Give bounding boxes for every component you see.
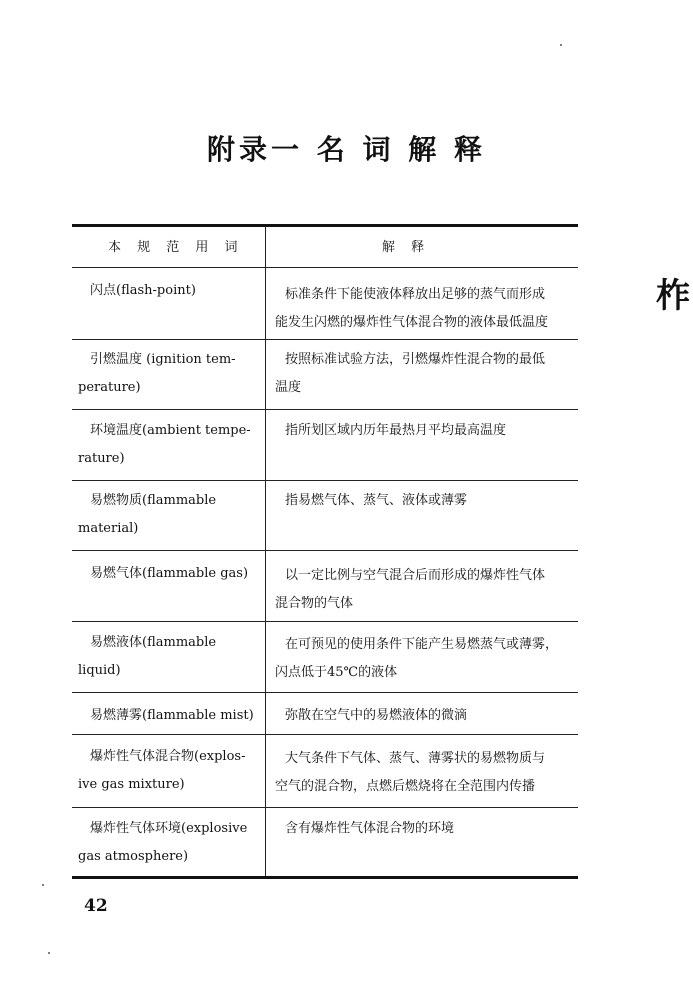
table-row-definition: [275, 562, 575, 618]
definition-line: 空气的混合物，点燃后燃烧将在全范围内传播: [275, 779, 536, 794]
term-line: 闪点(flash-point): [90, 283, 196, 298]
definition-line: 指所划区域内历年最热月平均最高温度: [285, 423, 507, 438]
definition-line: 标准条件下能使液体释放出足够的蒸气而形成: [285, 287, 546, 302]
table-row-term: [78, 560, 260, 588]
table-bottom-rule: [72, 876, 578, 879]
table-row-term: [78, 702, 260, 730]
table-column-divider: [265, 226, 266, 876]
term-line: perature): [78, 380, 141, 395]
term-line: 易燃物质(flammable: [90, 493, 217, 508]
table-row-definition: [275, 815, 575, 843]
term-line: ive gas mixture): [78, 777, 185, 792]
row-rule: [72, 692, 578, 693]
definition-line: 弥散在空气中的易燃液体的微滴: [285, 708, 468, 723]
term-line: 易燃气体(flammable gas): [90, 566, 249, 581]
definition-line: 温度: [275, 380, 302, 395]
scan-speck: [560, 44, 562, 46]
page-title: 附录一 名 词 解 释: [207, 133, 486, 166]
definition-line: 大气条件下气体、蒸气、薄雾状的易燃物质与: [285, 751, 546, 766]
table-row-term: [78, 417, 260, 473]
table-row-term: [78, 629, 260, 685]
table-row-definition: [275, 702, 575, 730]
term-line: liquid): [78, 663, 121, 678]
table-row-definition: [275, 487, 575, 515]
table-row-definition: [275, 281, 575, 337]
definition-line: 指易燃气体、蒸气、液体或薄雾: [285, 493, 468, 508]
definition-line: 混合物的气体: [275, 596, 354, 611]
table-row-term: [78, 277, 260, 305]
table-row-term: [78, 815, 260, 871]
table-row-term: [78, 487, 260, 543]
scan-speck: [48, 952, 50, 954]
page-number: 42: [84, 896, 108, 916]
row-rule: [72, 807, 578, 808]
term-line: rature): [78, 451, 125, 466]
header-term: 本 规 范 用 词: [108, 240, 244, 255]
row-rule: [72, 621, 578, 622]
row-rule: [72, 734, 578, 735]
table-row-term: [78, 743, 260, 799]
term-line: gas atmosphere): [78, 849, 189, 864]
definition-line: 按照标准试验方法，引燃爆炸性混合物的最低: [285, 352, 546, 367]
table-row-definition: [275, 631, 575, 687]
term-line: material): [78, 521, 139, 536]
table-row-definition: [275, 745, 575, 801]
definition-line: 能发生闪燃的爆炸性气体混合物的液体最低温度: [275, 315, 549, 330]
row-rule: [72, 339, 578, 340]
term-line: 易燃液体(flammable: [90, 635, 217, 650]
term-line: 引燃温度 (ignition tem-: [90, 352, 236, 367]
term-line: 环境温度(ambient tempe-: [90, 423, 251, 438]
header-rule: [72, 267, 578, 268]
definition-line: 在可预见的使用条件下能产生易燃蒸气或薄雾，: [285, 637, 559, 652]
edge-glyph: 柞: [656, 276, 690, 316]
term-line: 爆炸性气体环境(explosive: [90, 821, 248, 836]
definition-line: 闪点低于45℃的液体: [275, 665, 398, 680]
table-row-definition: [275, 346, 575, 402]
row-rule: [72, 409, 578, 410]
scan-speck: [42, 884, 44, 886]
term-line: 易燃薄雾(flammable mist): [90, 708, 254, 723]
definition-line: 含有爆炸性气体混合物的环境: [285, 821, 455, 836]
table-row-term: [78, 346, 260, 402]
definition-line: 以一定比例与空气混合后而形成的爆炸性气体: [285, 568, 546, 583]
term-line: 爆炸性气体混合物(explos-: [90, 749, 246, 764]
row-rule: [72, 550, 578, 551]
row-rule: [72, 480, 578, 481]
header-definition: 解 释: [382, 240, 431, 255]
table-top-rule: [72, 224, 578, 227]
table-row-definition: [275, 417, 575, 445]
